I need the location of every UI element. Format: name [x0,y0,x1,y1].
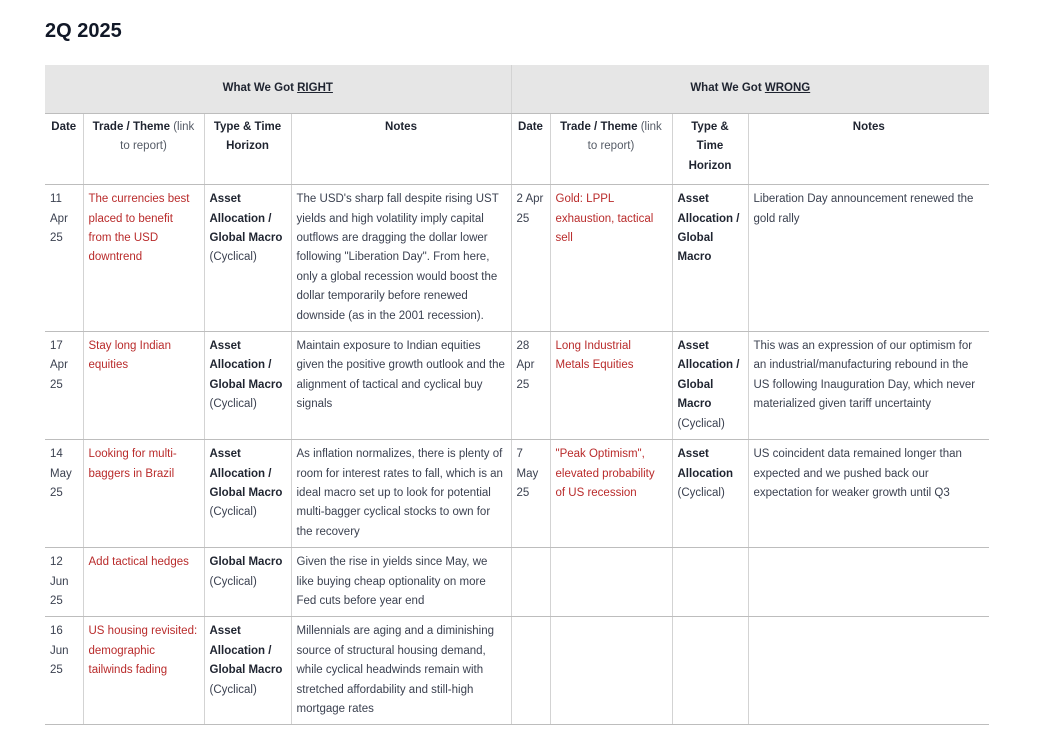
wrong-notes: This was an expression of our optimism for an industrial/manufacturing rebound in the US following Inauguration Day, which never materialized given tariff uncertainty [748,332,989,440]
wrong-type [672,440,748,548]
horizon-label: (Cyclical) [209,506,257,519]
type-label: Asset Allocation / Global Macro [209,340,283,391]
col-trade-link[interactable]: (link to report) [587,121,662,153]
wrong-type [672,617,748,725]
right-date: 17 Apr 25 [45,332,83,440]
type-label: Global Macro [209,556,283,569]
table-row [45,548,989,617]
right-type [204,440,291,548]
right-trade-link[interactable]: Stay long Indian equities [83,332,204,440]
type-label: Asset Allocation / Global Macro [209,193,283,245]
col-trade-label: Trade / Theme [92,121,171,133]
horizon-label: (Cyclical) [209,251,257,264]
table-row [45,332,989,440]
table-row [45,185,989,332]
group-header-row [45,65,989,114]
right-trade-link[interactable]: Add tactical hedges [83,548,204,617]
col-type-wrong: Type & Time Horizon [672,114,748,185]
group-right-word: RIGHT [297,82,333,95]
wrong-trade-link [550,617,672,725]
wrong-trade-link[interactable]: Gold: LPPL exhaustion, tactical sell [550,185,672,332]
right-trade-link[interactable]: The currencies best placed to benefit from the USD downtrend [83,185,204,332]
wrong-notes [748,617,989,725]
right-date: 16 Jun 25 [45,617,83,725]
right-date: 14 May 25 [45,440,83,548]
table-row [45,617,989,725]
wrong-date [511,617,550,725]
horizon-label: (Cyclical) [209,683,257,696]
col-notes-right: Notes [291,114,511,185]
table-row [45,440,989,548]
col-notes-wrong: Notes [748,114,989,185]
right-type [204,332,291,440]
right-date: 12 Jun 25 [45,548,83,617]
type-label: Asset Allocation / Global Macro [677,193,740,264]
wrong-trade-link [550,548,672,617]
col-trade-wrong [550,114,672,185]
col-trade-label: Trade / Theme [560,121,638,133]
wrong-type [672,185,748,332]
right-notes: The USD's sharp fall despite rising UST yields and high volatility imply capital outflows are dragging the dollar lower following "Liberation Day". From here, only a global recession would boost the dollar temporarily before renewed downside (as in the 2001 recession). [291,185,511,332]
wrong-notes: US coincident data remained longer than expected and we pushed back our expectation for weaker growth until Q3 [748,440,989,548]
col-trade-right [83,114,204,185]
type-label: Asset Allocation / Global Macro [677,340,740,411]
right-notes: Given the rise in yields since May, we like buying cheap optionality on more Fed cuts before year end [291,548,511,617]
horizon-label: (Cyclical) [677,417,725,430]
group-wrong-prefix: What We Got [690,82,765,95]
right-trade-link[interactable]: US housing revisited: demographic tailwinds fading [83,617,204,725]
report-table [45,65,989,725]
wrong-trade-link[interactable]: Long Industrial Metals Equities [550,332,672,440]
group-wrong-word: WRONG [764,82,811,95]
right-notes: Maintain exposure to Indian equities given the positive growth outlook and the alignment of tactical and cyclical buy signals [291,332,511,440]
wrong-date: 2 Apr 25 [511,185,550,332]
wrong-date [511,548,550,617]
col-date-right: Date [45,114,83,185]
horizon-label: (Cyclical) [209,398,257,411]
group-header-right [45,65,511,114]
wrong-type [672,332,748,440]
wrong-trade-link[interactable]: "Peak Optimism", elevated probability of US recession [550,440,672,548]
right-type [204,548,291,617]
type-label: Asset Allocation / Global Macro [209,448,283,499]
page-title: 2Q 2025 [45,20,122,42]
type-label: Asset Allocation / Global Macro [209,625,283,677]
wrong-type [672,548,748,617]
type-label: Asset Allocation [677,448,734,480]
wrong-date: 7 May 25 [511,440,550,548]
col-date-wrong: Date [511,114,550,185]
wrong-date: 28 Apr 25 [511,332,550,440]
right-notes: As inflation normalizes, there is plenty of room for interest rates to fall, which is an ideal macro set up to look for potential multi-bagger cyclical stocks to own for the recovery [291,440,511,548]
wrong-notes [748,548,989,617]
horizon-label: (Cyclical) [209,575,257,588]
right-notes: Millennials are aging and a diminishing source of structural housing demand, while cyclical headwinds remain with stretched affordability and still-high mortgage rates [291,617,511,725]
right-date: 11 Apr 25 [45,185,83,332]
horizon-label: (Cyclical) [677,486,725,499]
group-header-wrong [511,65,989,114]
right-type [204,617,291,725]
group-right-prefix: What We Got [222,82,298,95]
column-header-row [45,114,989,185]
col-type-right: Type & Time Horizon [204,114,291,185]
right-trade-link[interactable]: Looking for multi-baggers in Brazil [83,440,204,548]
right-type [204,185,291,332]
wrong-notes: Liberation Day announcement renewed the gold rally [748,185,989,332]
col-trade-link[interactable]: (link to report) [120,121,195,153]
